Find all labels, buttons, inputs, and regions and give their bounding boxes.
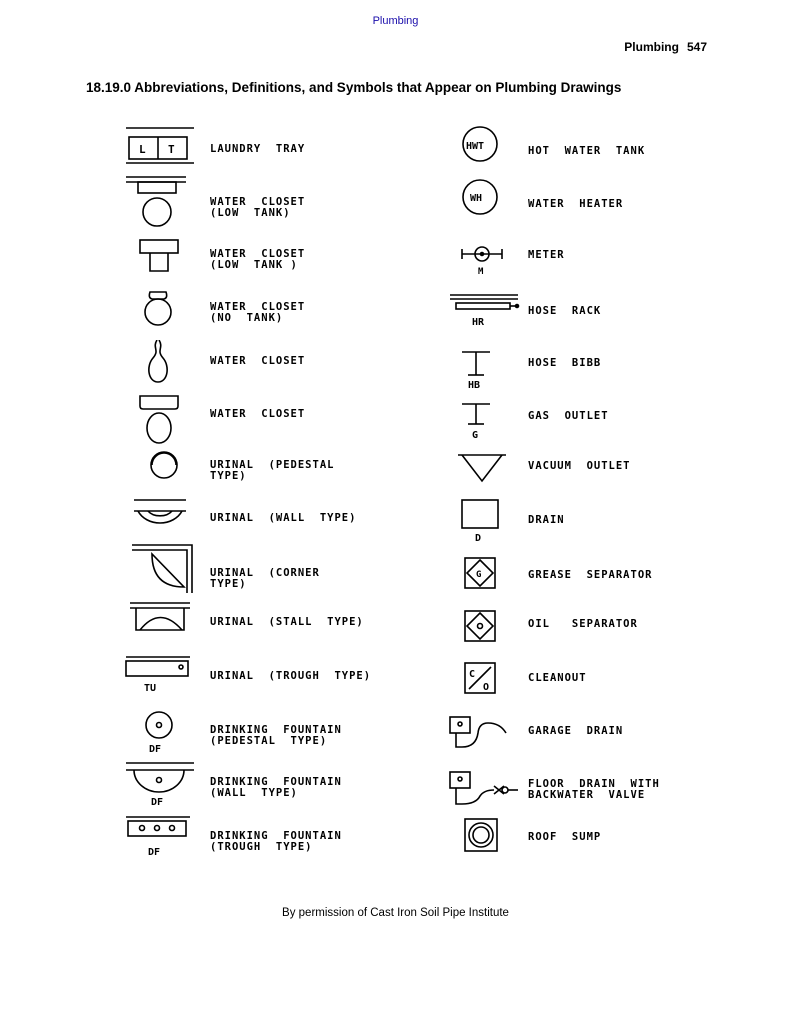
drain-icon [448,497,520,545]
vacuum-outlet-icon [448,449,520,497]
symbol-label: METER [528,249,565,261]
symbol-label: GAS OUTLET [528,410,609,422]
symbol-label: URINAL (CORNER TYPE) [210,567,320,590]
gas-outlet-glyph: G [472,430,479,441]
garage-drain-icon [448,713,520,761]
laundry-tray-glyph-t: T [168,143,175,156]
symbol-label: DRINKING FOUNTAIN (PEDESTAL TYPE) [210,724,342,747]
symbol-label: LAUNDRY TRAY [210,143,306,155]
df-pedestal-glyph: DF [149,744,162,755]
urinal-corner-icon [124,543,196,595]
drain-glyph: D [475,533,482,544]
laundry-tray-glyph-l: L [139,143,146,156]
oil-separator-icon [448,606,520,654]
symbol-label: URINAL (TROUGH TYPE) [210,670,372,682]
top-link[interactable]: Plumbing [372,15,419,27]
cleanout-glyph-o: O [483,682,490,693]
water-closet-low-tank-alt-icon [124,237,196,285]
urinal-trough-icon [124,654,196,702]
cleanout-icon [448,659,520,707]
symbol-label: CLEANOUT [528,672,587,684]
df-trough-glyph: DF [148,847,161,858]
symbol-label: DRINKING FOUNTAIN (WALL TYPE) [210,776,342,799]
credit-line: By permission of Cast Iron Soil Pipe Institute [282,907,509,919]
hot-water-tank-icon [448,122,520,170]
urinal-trough-glyph: TU [144,683,157,694]
symbol-label: URINAL (STALL TYPE) [210,616,364,628]
running-title: Plumbing [624,40,679,54]
meter-glyph: M [478,267,484,277]
hose-bibb-glyph: HB [468,380,481,391]
cleanout-glyph-c: C [469,669,476,680]
hwt-glyph: HWT [466,141,485,152]
page-number: 547 [686,40,707,54]
grease-separator-icon [448,555,520,603]
water-closet-alt-icon [124,393,196,449]
symbol-label: ROOF SUMP [528,831,602,843]
urinal-wall-icon [124,497,196,545]
running-head [624,40,707,54]
symbol-label: DRINKING FOUNTAIN (TROUGH TYPE) [210,830,342,853]
symbol-label: HOSE BIBB [528,357,602,369]
symbol-label: DRAIN [528,514,565,526]
symbol-label: WATER CLOSET (LOW TANK) [210,196,306,219]
urinal-stall-icon [124,601,196,649]
water-closet-no-tank-icon [124,290,196,338]
symbol-label: WATER HEATER [528,198,624,210]
symbol-label: WATER CLOSET [210,355,306,367]
water-closet-low-tank-icon [124,175,196,231]
meter-icon [448,234,520,282]
symbol-label: GREASE SEPARATOR [528,569,653,581]
symbol-label: URINAL (WALL TYPE) [210,512,357,524]
wh-glyph: WH [470,193,483,204]
symbol-label: FLOOR DRAIN WITH BACKWATER VALVE [528,778,660,801]
symbol-label: GARAGE DRAIN [528,725,624,737]
symbol-label: WATER CLOSET [210,408,306,420]
symbol-label: WATER CLOSET (NO TANK) [210,301,306,324]
drinking-fountain-trough-icon [124,814,196,862]
hose-rack-glyph: HR [472,317,485,328]
symbol-label: OIL SEPARATOR [528,618,638,630]
water-heater-icon [448,177,520,225]
roof-sump-icon [448,815,520,863]
grease-separator-glyph: G [476,570,482,580]
df-wall-glyph: DF [151,797,164,808]
symbol-label: VACUUM OUTLET [528,460,631,472]
symbol-label: HOSE RACK [528,305,602,317]
symbol-label: WATER CLOSET (LOW TANK ) [210,248,306,271]
symbol-label: HOT WATER TANK [528,145,646,157]
gas-outlet-icon [448,398,520,446]
laundry-tray-icon [124,125,196,173]
section-title: 18.19.0 Abbreviations, Definitions, and Symbols that Appear on Plumbing Drawings [86,80,622,95]
floor-drain-backwater-valve-icon [448,768,520,816]
water-closet-icon [124,340,196,388]
urinal-pedestal-icon [124,450,196,498]
drinking-fountain-pedestal-icon [124,707,196,755]
drinking-fountain-wall-icon [124,760,196,808]
hose-rack-icon [448,292,520,340]
symbol-label: URINAL (PEDESTAL TYPE) [210,459,335,482]
hose-bibb-icon [448,345,520,393]
